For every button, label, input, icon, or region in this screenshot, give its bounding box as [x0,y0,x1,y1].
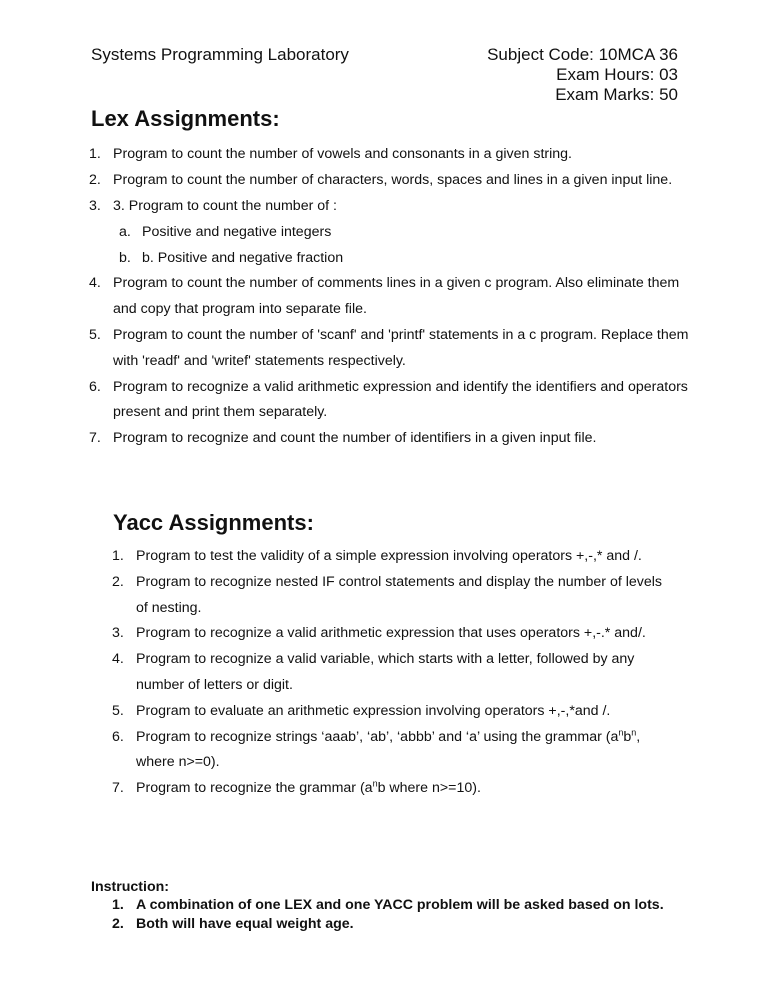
lex-assignment-list [89,142,689,452]
item-text: Program to recognize nested IF control statements and display the number of levels of nesting. [136,573,662,616]
item-text: Program to recognize and count the number of identifiers in a given input file. [113,430,597,447]
list-item [89,323,689,375]
list-item [112,776,672,802]
item-number: 2. [89,171,101,188]
instruction-title: Instruction: [91,879,170,895]
lex-section-title: Lex Assignments: [91,106,280,131]
exam-marks: Exam Marks: 50 [555,85,678,104]
item-number: 6. [89,378,101,395]
lab-name: Systems Programming Laboratory [91,45,349,64]
list-item [89,194,689,220]
list-item [89,142,689,168]
item-text: Program to test the validity of a simple expression involving operators +,-,* and /. [136,548,642,564]
item-text: Both will have equal weight age. [136,915,354,932]
instruction-list [112,897,672,934]
item-text: 3. Program to count the number of : [113,197,337,214]
list-item [112,897,672,914]
list-item [112,570,672,622]
list-item [89,271,689,323]
item-number: 4. [89,275,101,292]
item-text: Program to recognize a valid arithmetic expression and identify the identifiers and operators present and print them separately. [113,378,688,421]
list-subitem [89,219,689,245]
item-number: 4. [112,651,124,668]
item-text: Program to count the number of comments lines in a given c program. Also eliminate them and copy that program into separate file. [113,275,680,318]
list-item [112,647,672,699]
list-item [89,168,689,194]
exam-info [487,45,678,105]
item-number: 2. [112,573,124,590]
list-item [112,725,672,777]
item-text: A combination of one LEX and one YACC problem will be asked based on lots. [136,897,664,913]
item-number: 6. [112,728,124,745]
item-text: Program to evaluate an arithmetic expression involving operators +,-,*and /. [136,702,611,719]
item-number: 1. [112,548,124,564]
superscript: n [372,778,378,789]
item-text: Program to recognize the grammar ($a^nb$ where n>=10). [136,778,481,797]
item-text: Program to recognize a valid variable, which starts with a letter, followed by any number of letters or digit. [136,651,635,693]
item-text: Program to recognize strings ‘aaab’, ‘ab’, ‘abbb’ and ‘a’ using the grammar ($a^nb^n$, where n>=0). [136,726,641,771]
exam-hours: Exam Hours: 03 [556,65,678,84]
item-text: Positive and negative integers [142,224,332,241]
item-number: b. [119,250,131,267]
item-number: 7. [89,430,101,447]
list-item [89,426,689,452]
item-number: 2. [112,915,124,932]
item-text: Program to recognize a valid arithmetic expression that uses operators +,-.* and/. [136,625,646,642]
superscript: n [618,726,624,737]
item-number: 3. [112,625,124,642]
item-number: 5. [112,702,124,719]
item-number: 7. [112,780,124,797]
item-number: 1. [89,146,101,162]
item-text: Program to count the number of characters, words, spaces and lines in a given input line. [113,171,673,188]
superscript: n [631,726,637,737]
list-item [112,916,672,933]
list-item [112,621,672,647]
item-text: Program to count the number of vowels and consonants in a given string. [113,146,572,162]
item-number: 5. [89,326,101,343]
list-item [112,544,672,570]
subject-code: Subject Code: 10MCA 36 [487,45,678,64]
yacc-section-title: Yacc Assignments: [113,510,314,535]
item-number: 1. [112,897,124,913]
item-text: Program to count the number of 'scanf' and 'printf' statements in a c program. Replace them with 'readf' and 'writef' statements respectively. [113,326,689,369]
list-subitem [89,245,689,271]
item-number: a. [119,224,131,241]
yacc-assignment-list [112,544,672,802]
item-text: b. Positive and negative fraction [142,250,344,267]
list-item [112,699,672,725]
list-item [89,375,689,427]
item-number: 3. [89,197,101,214]
